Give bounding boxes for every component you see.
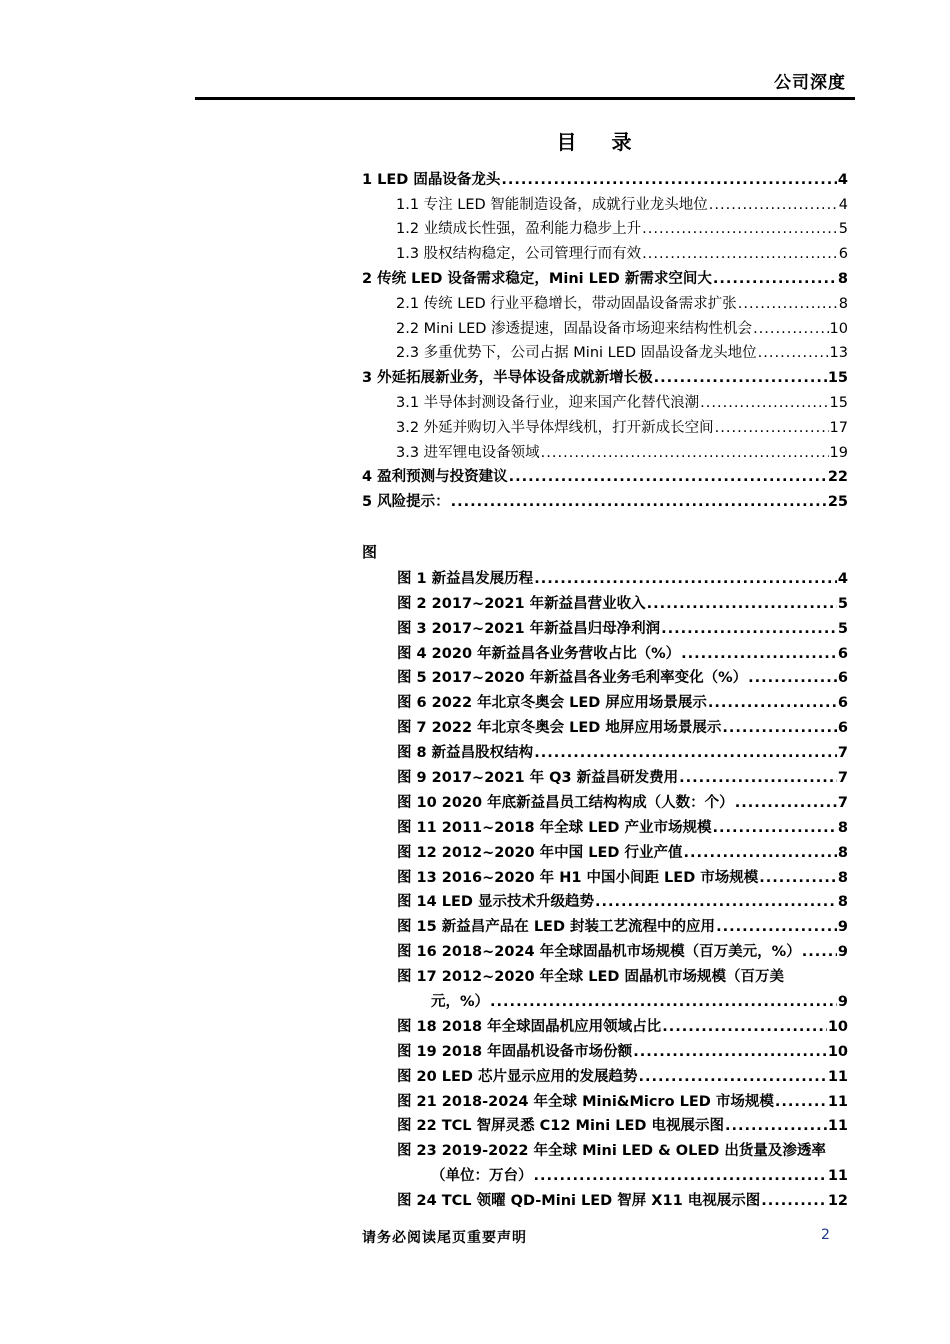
figure-entry[interactable]	[397, 1086, 848, 1111]
toc-entry-title: 1.1 专注 LED 智能制造设备，成就行业龙头地位	[396, 196, 708, 213]
toc-entry-page: 8	[838, 295, 848, 312]
toc-title-text: 目 录	[556, 130, 646, 154]
figure-entry[interactable]	[397, 936, 848, 961]
toc-entry-title: 3 外延拓展新业务，半导体设备成就新增长极	[362, 370, 653, 387]
toc-entry-page: 6	[838, 246, 848, 263]
dot-leader	[642, 245, 838, 263]
dot-leader	[709, 196, 838, 214]
dot-leader	[534, 1167, 827, 1185]
figure-entry-title: 图 18 2018 年全球固晶机应用领域占比	[397, 1018, 662, 1035]
dot-leader	[679, 769, 837, 787]
figure-entry-page: 12	[827, 1193, 848, 1210]
figure-entry-title: 图 22 TCL 智屏灵悉 C12 Mini LED 电视展示图	[397, 1118, 724, 1135]
dot-leader	[662, 1018, 827, 1036]
figure-entry[interactable]	[397, 737, 848, 762]
dot-leader	[735, 794, 837, 812]
figure-entry-title: 图 5 2017~2020 年新益昌各业务毛利率变化（%）	[397, 670, 748, 687]
dot-leader	[722, 719, 837, 737]
toc-entry-page: 10	[829, 320, 848, 337]
dot-leader	[633, 1043, 827, 1061]
dot-leader	[708, 694, 837, 712]
figure-entry-page: 5	[837, 595, 848, 612]
dot-leader	[534, 570, 837, 588]
figure-entry[interactable]	[397, 762, 848, 787]
figure-entry-title: 图 16 2018~2024 年全球固晶机市场规模（百万美元，%）	[397, 944, 801, 961]
toc-title	[0, 126, 950, 155]
figure-entry[interactable]	[397, 563, 848, 588]
toc-entry-page: 4	[837, 171, 848, 188]
dot-leader	[595, 893, 837, 911]
figure-entry[interactable]	[397, 961, 848, 986]
dot-leader	[753, 320, 828, 338]
toc-entry-title: 1 LED 固晶设备龙头	[362, 171, 501, 188]
toc-entry[interactable]	[362, 387, 848, 412]
header-title: 公司深度	[774, 73, 846, 93]
figures-heading: 图	[362, 543, 378, 561]
dot-leader	[761, 1192, 827, 1210]
figure-entry-title: 图 2 2017~2021 年新益昌营业收入	[397, 595, 646, 612]
figure-entry[interactable]	[397, 687, 848, 712]
figure-entry-title: 图 24 TCL 领曜 QD-Mini LED 智屏 X11 电视展示图	[397, 1193, 761, 1210]
toc-entry-page: 19	[829, 444, 848, 461]
figure-entry-page: 11	[827, 1068, 848, 1085]
figure-entry-page: 7	[837, 770, 848, 787]
figure-entry-page: 6	[837, 670, 848, 687]
figure-entry-title: 图 9 2017~2021 年 Q3 新益昌研发费用	[397, 770, 679, 787]
figure-entry[interactable]	[397, 1111, 848, 1136]
dot-leader	[541, 444, 829, 462]
figure-entry[interactable]	[397, 1036, 848, 1061]
figure-entry-page: 7	[837, 745, 848, 762]
figure-entry-title: 图 14 LED 显示技术升级趋势	[397, 894, 595, 911]
toc-entry[interactable]	[362, 412, 848, 437]
figure-entry-title: 图 12 2012~2020 年中国 LED 行业产值	[397, 844, 683, 861]
dot-leader	[712, 819, 836, 837]
figure-entry-title: 图 7 2022 年北京冬奥会 LED 地屏应用场景展示	[397, 720, 722, 737]
toc-entry[interactable]	[362, 189, 848, 214]
toc-entry[interactable]	[362, 263, 848, 288]
toc-entry[interactable]	[362, 238, 848, 263]
toc-entry-title: 3.3 进军锂电设备领域	[396, 444, 540, 461]
toc-entry-title: 2.3 多重优势下，公司占据 Mini LED 固晶设备龙头地位	[396, 345, 757, 362]
figure-entry[interactable]	[397, 837, 848, 862]
dot-leader	[647, 595, 837, 613]
dot-leader	[700, 394, 828, 412]
table-of-contents	[362, 164, 848, 511]
figure-entry[interactable]	[397, 787, 848, 812]
dot-leader	[715, 419, 829, 437]
figure-entry[interactable]	[397, 1011, 848, 1036]
figure-entry-page: 7	[837, 794, 848, 811]
toc-entry-title: 2.2 Mini LED 渗透提速，固晶设备市场迎来结构性机会	[396, 320, 753, 337]
figure-entry-page: 6	[837, 695, 848, 712]
figure-entry-page: 5	[837, 620, 848, 637]
toc-entry[interactable]	[362, 313, 848, 338]
figure-entry[interactable]	[397, 812, 848, 837]
figure-entry[interactable]	[397, 1061, 848, 1086]
figure-entry-title: 图 13 2016~2020 年 H1 中国小间距 LED 市场规模	[397, 869, 759, 886]
toc-entry[interactable]	[362, 437, 848, 462]
figure-entry-page: 10	[827, 1018, 848, 1035]
figure-entry-page: 8	[837, 894, 848, 911]
dot-leader	[683, 844, 836, 862]
figure-entry-title: 图 21 2018-2024 年全球 Mini&Micro LED 市场规模	[397, 1093, 774, 1110]
dot-leader	[802, 943, 837, 961]
figure-entry[interactable]	[397, 1135, 848, 1160]
toc-entry[interactable]	[362, 164, 848, 189]
figure-entry-continued-page: 11	[827, 1168, 848, 1185]
footer-disclaimer: 请务必阅读尾页重要声明	[362, 1230, 527, 1246]
dot-leader	[713, 270, 837, 288]
figure-entry-title: 图 20 LED 芯片显示应用的发展趋势	[397, 1068, 638, 1085]
figure-entry-title: 图 17 2012~2020 年全球 LED 固晶机市场规模（百万美	[397, 969, 784, 986]
toc-entry-page: 15	[829, 394, 848, 411]
dot-leader	[642, 220, 838, 238]
figure-entry[interactable]	[397, 887, 848, 912]
toc-entry-page: 22	[827, 469, 848, 486]
footer-page-number: 2	[821, 1227, 830, 1243]
figure-entry-title: 图 6 2022 年北京冬奥会 LED 屏应用场景展示	[397, 695, 707, 712]
dot-leader	[716, 918, 837, 936]
figure-entry-page: 9	[837, 919, 848, 936]
toc-entry-title: 2.1 传统 LED 行业平稳增长，带动固晶设备需求扩张	[396, 295, 737, 312]
toc-entry-title: 2 传统 LED 设备需求稳定，Mini LED 新需求空间大	[362, 270, 712, 287]
dot-leader	[759, 869, 837, 887]
figure-entry[interactable]	[397, 1185, 848, 1210]
toc-entry-title: 5 风险提示：	[362, 494, 450, 511]
dot-leader	[758, 344, 829, 362]
figure-entry-page: 11	[827, 1118, 848, 1135]
figure-entry-page: 6	[837, 720, 848, 737]
figure-entry-title: 图 11 2011~2018 年全球 LED 产业市场规模	[397, 819, 712, 836]
toc-entry[interactable]	[362, 486, 848, 511]
figure-entry-title: 图 4 2020 年新益昌各业务营收占比（%）	[397, 645, 681, 662]
toc-entry[interactable]	[362, 362, 848, 387]
figure-entry[interactable]	[397, 911, 848, 936]
figure-entry[interactable]	[397, 862, 848, 887]
figure-entry[interactable]	[397, 712, 848, 737]
figure-entry[interactable]	[397, 638, 848, 663]
figure-entry-page: 9	[837, 944, 848, 961]
figure-entry[interactable]	[397, 588, 848, 613]
dot-leader	[738, 295, 838, 313]
header-divider	[195, 97, 855, 100]
dot-leader	[501, 171, 837, 189]
figure-entry-continued-page: 9	[837, 994, 848, 1011]
dot-leader	[654, 369, 827, 387]
toc-entry-title: 3.1 半导体封测设备行业，迎来国产化替代浪潮	[396, 394, 700, 411]
figure-entry-continued-title: （单位：万台）	[431, 1168, 533, 1185]
dot-leader	[775, 1093, 827, 1111]
toc-entry[interactable]	[362, 462, 848, 487]
figure-entry-page: 6	[837, 645, 848, 662]
toc-entry-title: 1.3 股权结构稳定，公司管理行而有效	[396, 246, 642, 263]
toc-entry-title: 4 盈利预测与投资建议	[362, 469, 508, 486]
toc-entry-page: 17	[829, 419, 848, 436]
figure-entry-title: 图 8 新益昌股权结构	[397, 745, 534, 762]
toc-entry[interactable]	[362, 338, 848, 363]
dot-leader	[725, 1117, 827, 1135]
toc-entry[interactable]	[362, 288, 848, 313]
figure-entry-page: 10	[827, 1043, 848, 1060]
figure-entry-title: 图 19 2018 年固晶机设备市场份额	[397, 1043, 633, 1060]
figure-entry[interactable]	[397, 613, 848, 638]
toc-entry[interactable]	[362, 214, 848, 239]
figure-entry-continued[interactable]	[397, 1160, 848, 1185]
toc-entry-page: 25	[827, 494, 848, 511]
figure-entry-page: 4	[837, 570, 848, 587]
figure-entry-page: 11	[827, 1093, 848, 1110]
figure-entry-title: 图 1 新益昌发展历程	[397, 570, 534, 587]
dot-leader	[509, 468, 827, 486]
dot-leader	[451, 493, 827, 511]
toc-entry-page: 4	[838, 196, 848, 213]
dot-leader	[748, 669, 837, 687]
toc-entry-page: 5	[838, 221, 848, 238]
toc-entry-page: 8	[837, 270, 848, 287]
toc-entry-title: 1.2 业绩成长性强，盈利能力稳步上升	[396, 221, 642, 238]
figure-entry-title: 图 15 新益昌产品在 LED 封装工艺流程中的应用	[397, 919, 716, 936]
dot-leader	[661, 620, 837, 638]
figure-entry-title: 图 10 2020 年底新益昌员工结构构成（人数：个）	[397, 794, 734, 811]
figure-entry[interactable]	[397, 663, 848, 688]
figure-entry-title: 图 23 2019-2022 年全球 Mini LED & OLED 出货量及渗透率	[397, 1143, 826, 1160]
toc-entry-page: 15	[827, 370, 848, 387]
dot-leader	[534, 744, 837, 762]
figure-entry-continued-title: 元，%）	[431, 994, 490, 1011]
figure-entry-continued[interactable]	[397, 986, 848, 1011]
figure-entry-page: 8	[837, 844, 848, 861]
dot-leader	[681, 645, 837, 663]
dot-leader	[639, 1068, 827, 1086]
figure-entry-title: 图 3 2017~2021 年新益昌归母净利润	[397, 620, 661, 637]
toc-entry-title: 3.2 外延并购切入半导体焊线机，打开新成长空间	[396, 419, 714, 436]
figure-entry-page: 8	[837, 869, 848, 886]
dot-leader	[490, 993, 837, 1011]
figure-entry-page: 8	[837, 819, 848, 836]
figure-list	[397, 563, 848, 1210]
toc-entry-page: 13	[829, 345, 848, 362]
